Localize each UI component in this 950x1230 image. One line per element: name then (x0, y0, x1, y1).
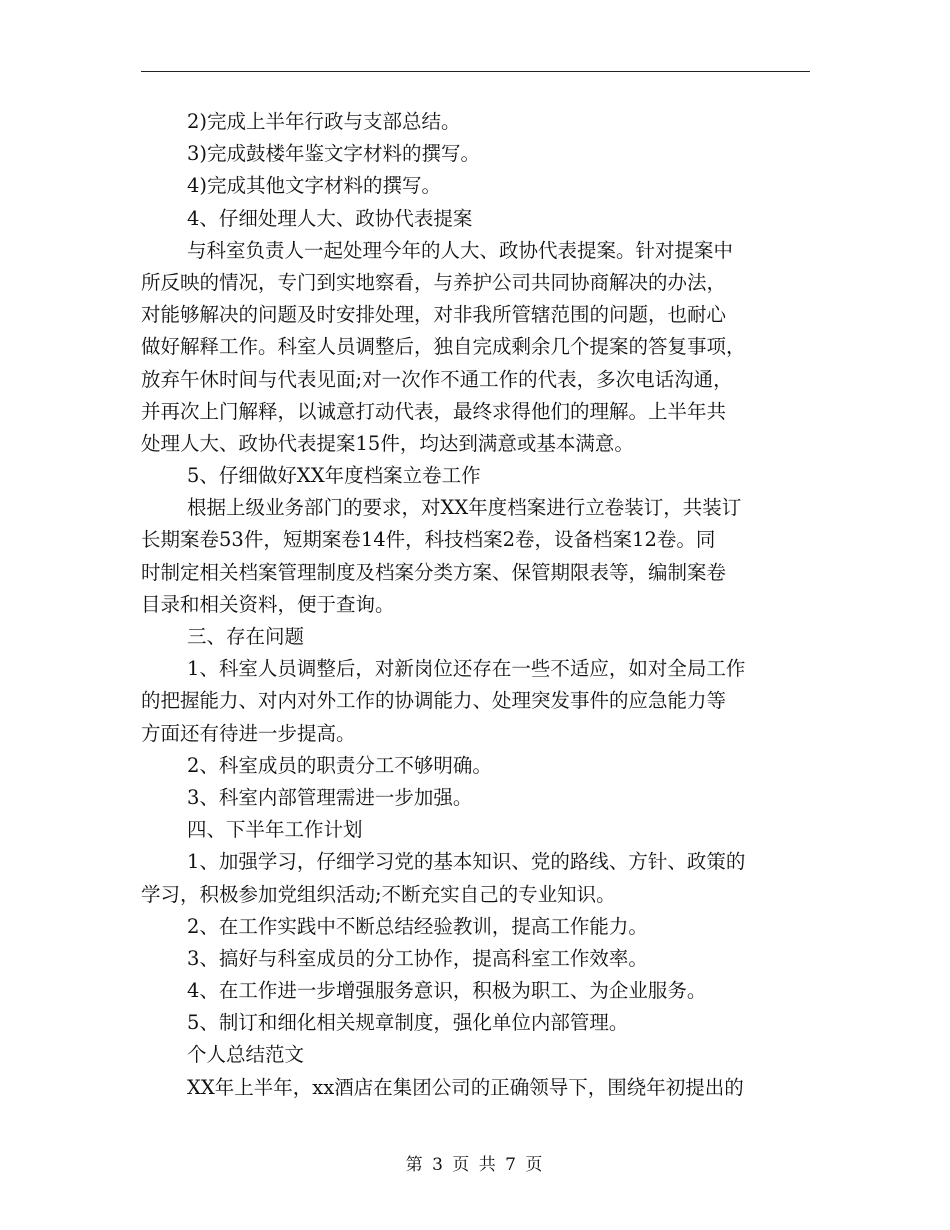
paragraph-line: 做好解释工作。科室人员调整后，独自完成剩余几个提案的答复事项， (141, 335, 746, 359)
section-heading: 5、仔细做好XX年度档案立卷工作 (187, 464, 481, 488)
paragraph-line: 根据上级业务部门的要求，对XX年度档案进行立卷装订，共装订 (187, 496, 742, 520)
paragraph-line: 时制定相关档案管理制度及档案分类方案、保管期限表等，编制案卷 (141, 560, 727, 584)
header-rule (141, 71, 810, 72)
paragraph-line: 方面还有待进一步提高。 (141, 721, 356, 745)
section-heading: 三、存在问题 (187, 625, 305, 648)
paragraph-line: 1、加强学习，仔细学习党的基本知识、党的路线、方针、政策的 (187, 850, 746, 874)
paragraph-line: 对能够解决的问题及时安排处理，对非我所管辖范围的问题，也耐心 (141, 303, 727, 327)
section-heading: 四、下半年工作计划 (187, 818, 363, 842)
list-item: 5、制订和细化相关规章制度，强化单位内部管理。 (187, 1011, 629, 1035)
paragraph-line: 长期案卷53件，短期案卷14件，科技档案2卷，设备档案12卷。同 (141, 528, 716, 552)
list-item: 3、搞好与科室成员的分工协作，提高科室工作效率。 (187, 946, 648, 970)
section-heading: 个人总结范文 (187, 1043, 305, 1067)
paragraph-line: 的把握能力、对内对外工作的协调能力、处理突发事件的应急能力等 (141, 689, 727, 713)
paragraph-line: 所反映的情况，专门到实地察看，与养护公司共同协商解决的办法， (141, 270, 727, 294)
paragraph-line: 学习，积极参加党组织活动;不断充实自己的专业知识。 (141, 882, 616, 906)
paragraph-line: 目录和相关资料，便于查询。 (141, 592, 395, 616)
paragraph-line: 处理人大、政协代表提案15件，均达到满意或基本满意。 (141, 431, 634, 455)
page-number: 第 3 页 共 7 页 (405, 1155, 545, 1175)
text-line: 2)完成上半年行政与支部总结。 (187, 110, 461, 133)
paragraph-line: 与科室负责人一起处理今年的人大、政协代表提案。针对提案中 (187, 238, 734, 262)
paragraph-line: 并再次上门解释，以诚意打动代表，最终求得他们的理解。上半年共 (141, 399, 727, 423)
list-item: 2、在工作实践中不断总结经验教训，提高工作能力。 (187, 914, 648, 938)
list-item: 3、科室内部管理需进一步加强。 (187, 785, 473, 809)
list-item: 2、科室成员的职责分工不够明确。 (187, 753, 492, 777)
text-line: 3)完成鼓楼年鉴文字材料的撰写。 (187, 142, 481, 166)
section-heading: 4、仔细处理人大、政协代表提案 (187, 206, 473, 230)
paragraph-line: 放弃午休时间与代表见面;对一次作不通工作的代表，多次电话沟通， (141, 367, 733, 391)
document-body (141, 106, 810, 1104)
list-item: 4、在工作进一步增强服务意识，积极为职工、为企业服务。 (187, 979, 707, 1003)
paragraph-line: 1、科室人员调整后，对新岗位还存在一些不适应，如对全局工作 (187, 657, 746, 681)
paragraph-line: XX年上半年，xx酒店在集团公司的正确领导下，围绕年初提出的 (187, 1075, 744, 1099)
text-line: 4)完成其他文字材料的撰写。 (187, 174, 442, 198)
